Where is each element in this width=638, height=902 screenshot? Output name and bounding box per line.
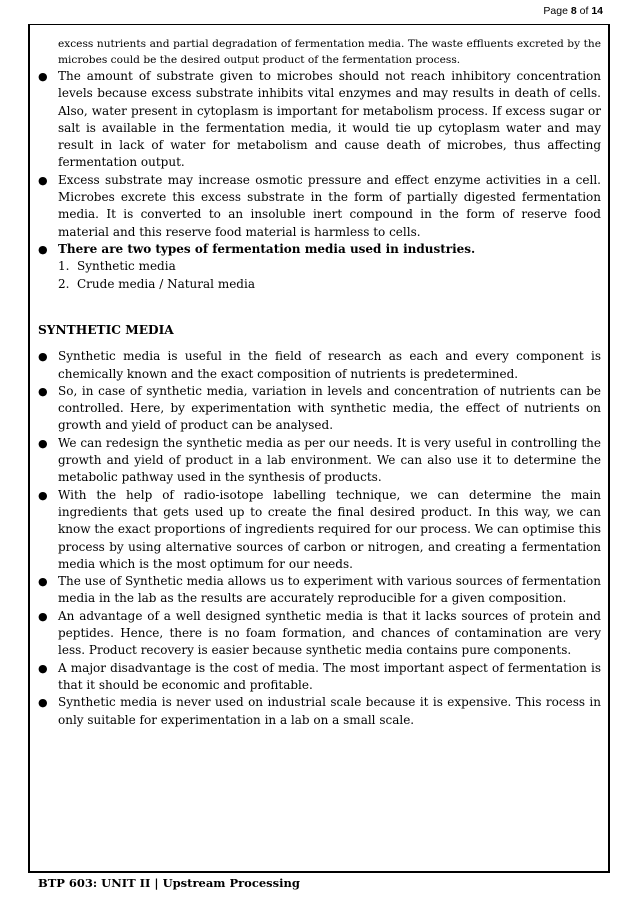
list-item: 1. Synthetic media — [58, 259, 176, 274]
bullet-icon: ● — [38, 488, 48, 502]
synthetic-media-list — [38, 348, 601, 729]
intro-paragraph: excess nutrients and partial degradation of fermentation media. The waste effluents excreted by the microbes could be the desired output product of the fermentation process. — [58, 38, 601, 66]
list-item: ● With the help of radio-isotope labelling technique, we can determine the main ingredients that gets used up to create the final desired product. In this way, we can know the exact proportions of ingredients required for our process. We can optimise this process by using alternative sources of carbon or nitrogen, and creating a fermentation media which is the most optimum for our needs. — [38, 487, 601, 571]
bullet-icon: ● — [38, 436, 48, 450]
list-item: ● The amount of substrate given to microbes should not reach inhibitory concentration levels because excess substrate inhibits vital enzymes and may results in death of cells. Also, water present in cytoplasm is important for metabolism process. If excess sugar or salt is available in the fermentation media, it would tie up cytoplasm water and may result in lack of water for metabolism and cause death of microbes, thus affecting fermentation output. — [38, 69, 601, 170]
list-item: ● Synthetic media is never used on industrial scale because it is expensive. This rocess in only suitable for experimentation in a lab on a small scale. — [38, 695, 601, 727]
section-title: SYNTHETIC MEDIA — [38, 323, 174, 338]
bullet-icon: ● — [38, 173, 48, 187]
list-item: ● An advantage of a well designed synthetic media is that it lacks sources of protein and peptides. Hence, there is no foam formation, and chances of contamination are very less. Product recovery is easier because synthetic media contains pure components. — [38, 608, 601, 658]
list-item: ● So, in case of synthetic media, variation in levels and concentration of nutrients can be controlled. Here, by experimentation with synthetic media, the effect of nutrients on growth and yield of product can be analysed. — [38, 383, 601, 433]
types-heading: ● There are two types of fermentation media used in industries. — [38, 241, 601, 258]
bullet-icon: ● — [38, 384, 48, 398]
list-item: 2. Crude media / Natural media — [58, 276, 255, 291]
bullet-list-top — [38, 68, 601, 241]
bullet-icon: ● — [38, 661, 48, 675]
types-list — [38, 241, 601, 258]
bullet-icon: ● — [38, 70, 48, 83]
bullet-icon: ● — [38, 575, 48, 589]
bullet-icon: ● — [38, 242, 48, 256]
page-footer: BTP 603: UNIT II | Upstream Processing — [38, 876, 300, 890]
list-item: ● Excess substrate may increase osmotic pressure and effect enzyme activities in a cell. Microbes excrete this excess substrate in the form of partially digested fermentation media. It is converted to an insoluble inert compound in the form of reserve food material and this reserve food material is harmless to cells. — [38, 172, 601, 239]
list-item: ● The use of Synthetic media allows us to experiment with various sources of fermentation media in the lab as the results are accurately reproducible for a given composition. — [38, 574, 601, 606]
list-item: ● Synthetic media is useful in the field of research as each and every component is chemically known and the exact composition of nutrients is predetermined. — [38, 349, 601, 381]
page-number: Page 8 of 14 — [543, 5, 603, 17]
list-item: ● A major disadvantage is the cost of media. The most important aspect of fermentation is that it should be economic and profitable. — [38, 660, 601, 692]
list-item: ● We can redesign the synthetic media as per our needs. It is very useful in controlling the growth and yield of product in a lab environment. We can also use it to determine the metabolic pathway used in the synthesis of products. — [38, 435, 601, 485]
bullet-icon: ● — [38, 609, 48, 623]
bullet-icon: ● — [38, 350, 48, 364]
numbered-list — [38, 258, 601, 293]
page-content — [38, 37, 601, 729]
bullet-icon: ● — [38, 696, 48, 710]
